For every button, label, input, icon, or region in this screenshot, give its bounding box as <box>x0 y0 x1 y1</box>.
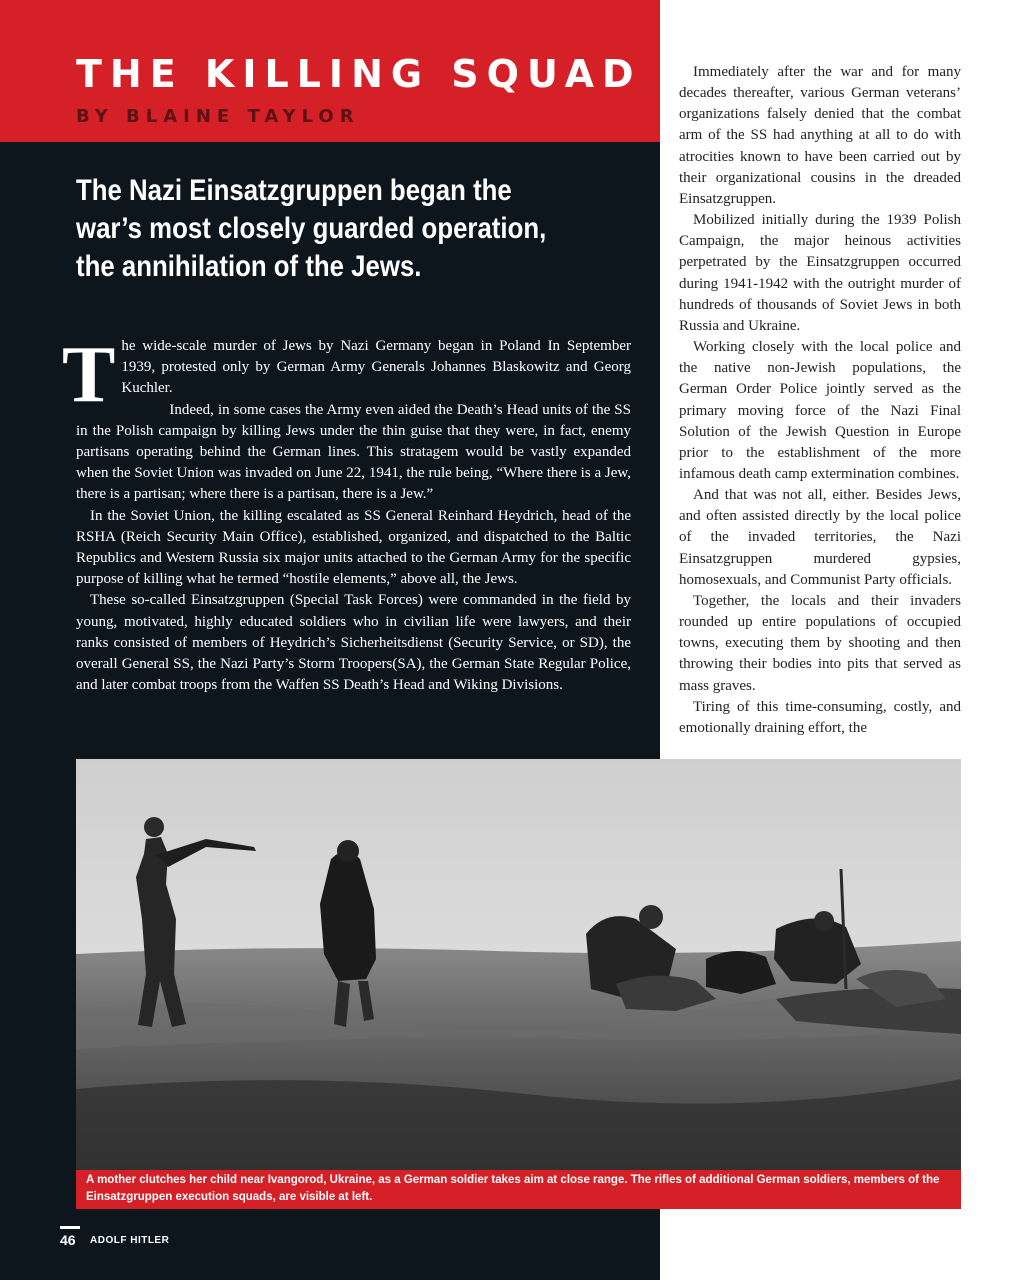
folio-rule <box>60 1226 80 1229</box>
historical-photo <box>76 759 961 1170</box>
left-paragraph-3: In the Soviet Union, the killing escalated as SS General Reinhard Heydrich, head of the RSHA (Reich Security Main Office), established, organized, and dispatched to the Baltic Republics and Western Russia six major units attached to the German Army for the specific purpose of killing what he termed “hostile elements,” above all, the Jews. <box>76 507 631 588</box>
right-paragraph-1: Immediately after the war and for many decades thereafter, various German veterans’ organizations falsely denied that the combat arm of the SS had anything at all to do with atrocities known to have been carried out by their organizational cousins in the dreaded Einsatzgruppen. <box>679 64 961 207</box>
photo-caption: A mother clutches her child near Ivangorod, Ukraine, as a German soldier takes aim at close range. The rifles of additional German soldiers, members of the Einsatzgruppen execution squads, are visible at left. <box>76 1170 961 1209</box>
article-deck: The Nazi Einsatzgruppen began the war’s most closely guarded operation, the annihilation of the Jews. <box>76 174 547 283</box>
right-paragraph-3: Working closely with the local police and the native non-Jewish populations, the German Order Police jointly served as the primary moving force of the Nazi Final Solution of the Jewish Question in Europe prior to the establishment of the more infamous death camp extermination combines. <box>679 339 961 482</box>
page-number: 46 <box>60 1232 76 1248</box>
right-column <box>679 62 961 739</box>
right-paragraph-6: Tiring of this time-consuming, costly, and emotionally draining effort, the <box>679 698 961 736</box>
left-column <box>62 331 631 696</box>
drop-cap: T <box>62 331 116 419</box>
left-paragraph-1-text: he wide-scale murder of Jews by Nazi Germany began in Poland In September 1939, protested only by German Army Generals Johannes Blaskowitz and Georg Kuchler. <box>121 338 631 397</box>
left-paragraph-4: These so-called Einsatzgruppen (Special Task Forces) were commanded in the field by young, motivated, highly educated soldiers who in civilian life were lawyers, and their ranks consisted of members of Heydrich’s Sicherheitsdienst (Security Service, or SD), the overall General SS, the Nazi Party’s Storm Troopers(SA), the German State Regular Police, and later combat troops from the Waffen SS Death’s Head and Wiking Divisions. <box>76 592 631 694</box>
left-paragraph-1 <box>62 331 631 419</box>
right-paragraph-2: Mobilized initially during the 1939 Polish Campaign, the major heinous activities perpetrated by the Einsatzgruppen occurred during 1941-1942 with the outright murder of hundreds of thousands of Soviet Jews in both Russia and Ukraine. <box>679 212 961 334</box>
left-paragraph-2: Indeed, in some cases the Army even aided the Death’s Head units of the SS in the Polish campaign by killing Jews under the thin guise that they were, in fact, enemy partisans operating behind the German lines. This stratagem would be vastly expanded when the Soviet Union was invaded on June 22, 1941, the rule being, “Where there is a Jew, there is a partisan; where there is a partisan, there is a Jew.” <box>76 401 631 503</box>
section-name: ADOLF HITLER <box>90 1235 170 1246</box>
article-title: THE KILLING SQUAD <box>76 52 642 96</box>
right-paragraph-5: Together, the locals and their invaders rounded up entire populations of occupied towns, executing them by shooting and then throwing their bodies into pits that served as mass graves. <box>679 592 961 694</box>
right-paragraph-4: And that was not all, either. Besides Jews, and often assisted directly by the local police of the invaded territories, the Nazi Einsatzgruppen murdered gypsies, homosexuals, and Communist Party officials. <box>679 487 961 588</box>
byline: BY BLAINE TAYLOR <box>76 106 360 127</box>
